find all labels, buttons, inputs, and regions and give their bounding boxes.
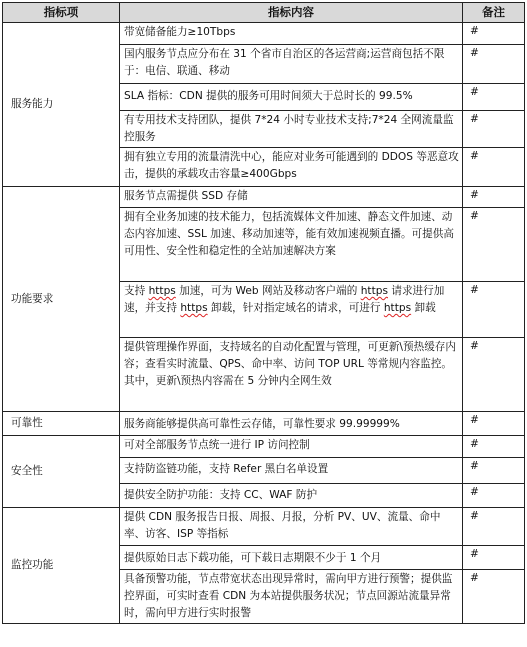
text-run: 加速，可为 Web 网站及移动客户端的 [175,285,361,297]
header-row [3,3,525,23]
note-cell: # [463,458,525,484]
note-cell: # [463,84,525,111]
category-cell: 可靠性 [3,412,120,436]
content-cell: 拥有全业务加速的技术能力，包括流媒体文件加速、静态文件加速、动态内容加速、SSL 加速、移动加速等，能有效加速视频直播。可提供高可用性、安全性和稳定性的全站加速解决方案 [120,208,463,282]
category-cell: 服务能力 [3,23,120,187]
note-cell: # [463,570,525,624]
note-cell: # [463,148,525,187]
note-cell: # [463,45,525,84]
text-run: 卸载，针对指定域名的请求，可进行 [207,302,384,314]
note-cell: # [463,546,525,570]
category-cell: 安全性 [3,436,120,508]
content-cell: 有专用技术支持团队，提供 7*24 小时专业技术支持;7*24 全网流量监控服务 [120,111,463,148]
content-cell: 具备预警功能，节点带宽状态出现异常时，需向甲方进行预警；提供监控界面，可实时查看 CDN 为本站提供服务状况；节点回源站流量异常时，需向甲方进行实时报警 [120,570,463,624]
content-cell: 拥有独立专用的流量清洗中心，能应对业务可能遇到的 DDOS 等恶意攻击，提供的承载攻击容量≥400Gbps [120,148,463,187]
header-note: 备注 [463,3,525,23]
text-run: 请求进行加速，并支持 [124,285,445,314]
note-cell: # [463,208,525,282]
content-cell: 提供管理操作界面，支持域名的自动化配置与管理，可更新\预热缓存内容；查看实时流量、QPS、命中率、访问 TOP URL 等常规内容监控。其中，更新\预热内容需在 5 分钟内全网生效 [120,338,463,412]
note-cell: # [463,436,525,458]
content-cell [120,282,463,338]
content-cell: 国内服务节点应分布在 31 个省市自治区的各运营商;运营商包括不限于：电信、联通、移动 [120,45,463,84]
table-row [3,187,525,208]
content-cell: 支持防盗链功能，支持 Refer 黑白名单设置 [120,458,463,484]
content-cell: SLA 指标：CDN 提供的服务可用时间须大于总时长的 99.5% [120,84,463,111]
table-row [3,436,525,458]
text-run: 卸载 [411,302,436,314]
note-cell: # [463,111,525,148]
content-cell: 服务节点需提供 SSD 存储 [120,187,463,208]
text-run: 支持 [124,285,149,297]
text-run: https [360,285,388,297]
note-cell: # [463,282,525,338]
header-content: 指标内容 [120,3,463,23]
text-run: https [180,302,208,314]
content-cell: 服务商能够提供高可靠性云存储，可靠性要求 99.99999% [120,412,463,436]
note-cell: # [463,338,525,412]
text-run: https [148,285,176,297]
spec-table [2,2,525,624]
header-item: 指标项 [3,3,120,23]
table-row [3,508,525,546]
note-cell: # [463,508,525,546]
table-row [3,412,525,436]
text-run: https [383,302,412,314]
content-cell: 提供安全防护功能：支持 CC、WAF 防护 [120,484,463,508]
category-cell: 监控功能 [3,508,120,624]
content-cell: 可对全部服务节点统一进行 IP 访问控制 [120,436,463,458]
content-cell: 带宽储备能力≥10Tbps [120,23,463,45]
note-cell: # [463,187,525,208]
note-cell: # [463,484,525,508]
note-cell: # [463,412,525,436]
table-row [3,23,525,45]
content-cell: 提供 CDN 服务报告日报、周报、月报，分析 PV、UV、流量、命中率、访客、ISP 等指标 [120,508,463,546]
content-cell: 提供原始日志下载功能，可下载日志期限不少于 1 个月 [120,546,463,570]
note-cell: # [463,23,525,45]
category-cell: 功能要求 [3,187,120,412]
